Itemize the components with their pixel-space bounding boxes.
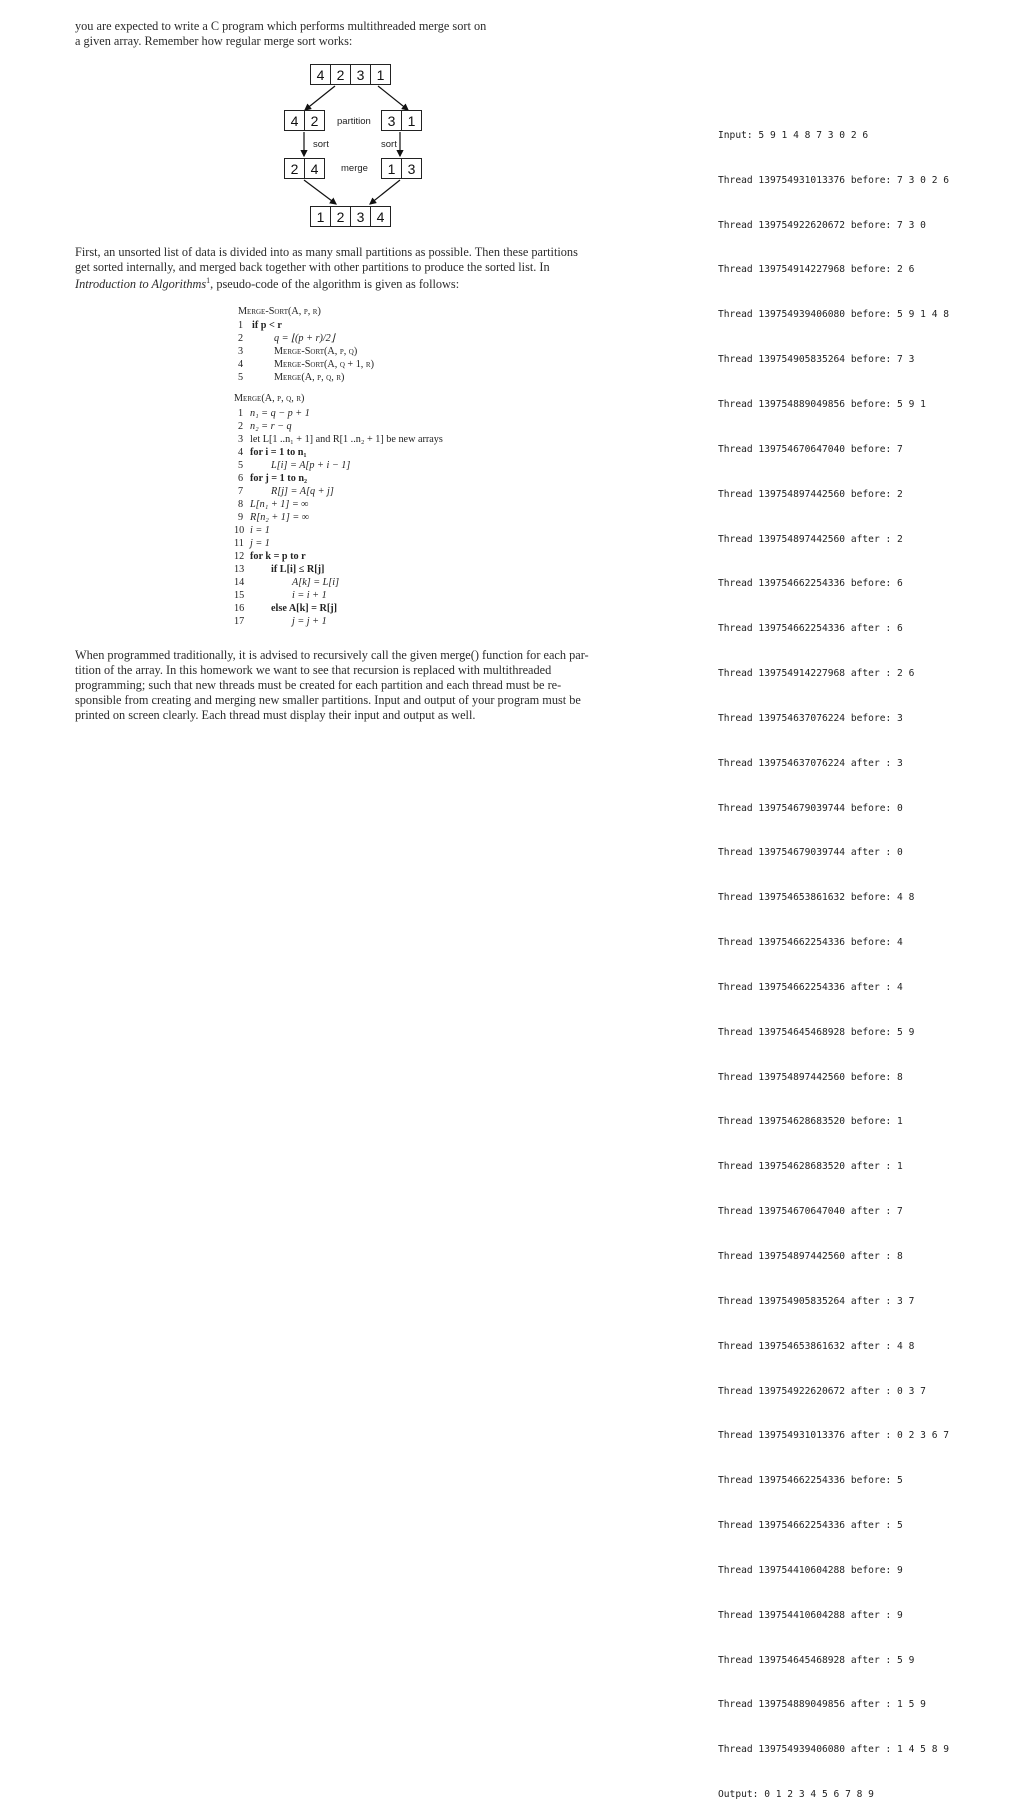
- line-number: 2: [238, 333, 244, 344]
- sort-label-left: sort: [313, 139, 329, 150]
- code-line: Merge-Sort(A, p, q): [274, 346, 358, 357]
- array-cell: 1: [376, 66, 385, 83]
- array-cell: 2: [331, 65, 351, 84]
- code-line: L[n₁ + 1] = ∞: [250, 499, 309, 510]
- line-number: 15: [234, 590, 245, 601]
- console-line: Thread 139754905835264 before: 7 3: [718, 354, 915, 366]
- code-line: Merge(A, p, q, r): [274, 372, 345, 383]
- array-cell: 4: [311, 65, 331, 84]
- merge-label: merge: [341, 163, 368, 174]
- code-line: j = j + 1: [292, 616, 327, 627]
- console-output: [718, 99, 949, 1818]
- line-number: 17: [234, 616, 245, 627]
- console-line: Thread 139754645468928 before: 5 9: [718, 1026, 915, 1038]
- code-line: i = i + 1: [292, 590, 327, 601]
- line-number: 13: [234, 564, 245, 575]
- array-top: [310, 64, 391, 85]
- closing-line-1: When programmed traditionally, it is advised to recursively call the given merge() function for each par-: [75, 648, 589, 662]
- array-left-sorted: [284, 158, 325, 179]
- console-line: Thread 139754914227968 after : 2 6: [718, 668, 915, 680]
- closing-line-2: tition of the array. In this homework we want to see that recursion is replaced with multithreaded: [75, 663, 552, 677]
- array-cell: 3: [407, 160, 416, 177]
- code-line: if p < r: [252, 320, 282, 331]
- line-number: 7: [238, 486, 244, 497]
- array-cell: 4: [376, 208, 385, 225]
- intro-line-1: you are expected to write a C program which performs multithreaded merge sort on: [75, 19, 487, 33]
- arrow-split-left: [305, 86, 335, 110]
- line-number: 4: [238, 447, 244, 458]
- console-line: Thread 139754922620672 after : 0 3 7: [718, 1385, 926, 1397]
- console-line: Thread 139754897442560 before: 8: [718, 1071, 903, 1083]
- line-number: 3: [238, 434, 244, 445]
- line-number: 5: [238, 460, 244, 471]
- line-number: 11: [234, 538, 244, 549]
- line-number: 10: [234, 525, 245, 536]
- console-line: Input: 5 9 1 4 8 7 3 0 2 6: [718, 129, 869, 141]
- code-line: for i = 1 to n₁: [250, 447, 307, 458]
- description-line-3-rest: , pseudo-code of the algorithm is given as follows:: [210, 277, 460, 292]
- console-line: Thread 139754410604288 after : 9: [718, 1609, 903, 1621]
- console-line: Thread 139754897442560 after : 2: [718, 533, 903, 545]
- console-line: Thread 139754410604288 before: 9: [718, 1564, 903, 1576]
- merge-sort-header: Merge-Sort(A, p, r): [238, 306, 321, 317]
- console-line: Thread 139754662254336 after : 5: [718, 1520, 903, 1532]
- console-line: Thread 139754662254336 before: 4: [718, 937, 903, 949]
- array-cell: 4: [310, 160, 319, 177]
- book-title: Introduction to Algorithms: [75, 277, 207, 292]
- console-line: Thread 139754653861632 before: 4 8: [718, 892, 915, 904]
- array-cell: 1: [382, 159, 402, 178]
- console-line: Thread 139754679039744 after : 0: [718, 847, 903, 859]
- line-number: 2: [238, 421, 244, 432]
- array-cell: 2: [331, 207, 351, 226]
- code-line: j = 1: [250, 538, 270, 549]
- console-line: Thread 139754670647040 before: 7: [718, 443, 903, 455]
- footnote-marker: 1: [206, 276, 211, 285]
- console-line: Thread 139754670647040 after : 7: [718, 1206, 903, 1218]
- code-line: R[j] = A[q + j]: [271, 486, 334, 497]
- code-line: n₁ = q − p + 1: [250, 408, 310, 419]
- console-line: Thread 139754645468928 after : 5 9: [718, 1654, 915, 1666]
- console-line: Thread 139754637076224 before: 3: [718, 712, 903, 724]
- array-left-partition: [284, 110, 325, 131]
- array-cell: 2: [285, 159, 305, 178]
- closing-line-5: printed on screen clearly. Each thread must display their input and output as well.: [75, 708, 476, 722]
- line-number: 12: [234, 551, 245, 562]
- console-line: Thread 139754662254336 before: 5: [718, 1475, 903, 1487]
- code-line: L[i] = A[p + i − 1]: [271, 460, 351, 471]
- closing-line-4: sponsible from creating and merging new smaller partitions. Input and output of your program must be: [75, 693, 581, 707]
- code-line: Merge-Sort(A, q + 1, r): [274, 359, 374, 370]
- line-number: 4: [238, 359, 244, 370]
- arrow-merge-right: [370, 180, 400, 204]
- code-line: R[n₂ + 1] = ∞: [250, 512, 310, 523]
- array-cell: 3: [351, 207, 371, 226]
- array-cell: 1: [311, 207, 331, 226]
- code-line: A[k] = L[i]: [292, 577, 340, 588]
- arrow-split-right: [378, 86, 408, 110]
- console-line: Thread 139754889049856 after : 1 5 9: [718, 1699, 926, 1711]
- console-line: Thread 139754662254336 after : 6: [718, 623, 903, 635]
- arrow-merge-left: [304, 180, 336, 204]
- code-line: if L[i] ≤ R[j]: [271, 564, 325, 575]
- merge-sort-diagram: [270, 58, 470, 230]
- console-line: Thread 139754679039744 before: 0: [718, 802, 903, 814]
- console-line: Thread 139754897442560 after : 8: [718, 1251, 903, 1262]
- line-number: 9: [238, 512, 244, 523]
- line-number: 1: [238, 320, 244, 331]
- console-line: Thread 139754653861632 after : 4 8: [718, 1340, 915, 1352]
- description-line-2: get sorted internally, and merged back together with other partitions to produce the sorted list. In: [75, 260, 550, 274]
- partition-label: partition: [337, 116, 371, 127]
- sort-label-right: sort: [381, 139, 397, 150]
- code-line: q = ⌊(p + r)/2⌋: [274, 333, 335, 344]
- code-line: for j = 1 to n₂: [250, 473, 308, 484]
- code-line: for k = p to r: [250, 551, 306, 562]
- array-right-partition: [381, 110, 422, 131]
- array-cell: 1: [407, 112, 416, 129]
- console-line: Thread 139754922620672 before: 7 3 0: [718, 219, 926, 231]
- line-number: 5: [238, 372, 244, 383]
- console-line: Thread 139754939406080 after : 1 4 5 8 9: [718, 1744, 950, 1756]
- console-line: Thread 139754939406080 before: 5 9 1 4 8: [718, 309, 950, 321]
- console-line: Thread 139754914227968 before: 2 6: [718, 264, 915, 276]
- code-line: else A[k] = R[j]: [271, 603, 338, 614]
- console-line: Thread 139754897442560 before: 2: [718, 488, 903, 500]
- console-line: Thread 139754931013376 after : 0 2 3 6 7: [718, 1430, 950, 1442]
- closing-line-3: programming; such that new threads must be created for each partition and each thread must be re-: [75, 678, 562, 692]
- console-line: Thread 139754628683520 after : 1: [718, 1161, 903, 1173]
- console-line: Thread 139754905835264 after : 3 7: [718, 1295, 915, 1307]
- code-line: let L[1 ..n₁ + 1] and R[1 ..n₂ + 1] be new arrays: [250, 434, 443, 445]
- array-cell: 2: [310, 112, 319, 129]
- description-line-1: First, an unsorted list of data is divided into as many small partitions as possible. Then these partitions: [75, 245, 578, 259]
- console-line: Thread 139754889049856 before: 5 9 1: [718, 398, 926, 410]
- line-number: 8: [238, 499, 244, 510]
- console-line: Thread 139754931013376 before: 7 3 0 2 6: [718, 174, 950, 186]
- intro-line-2: a given array. Remember how regular merge sort works:: [75, 34, 353, 48]
- console-line: Thread 139754662254336 after : 4: [718, 981, 903, 993]
- array-right-sorted: [381, 158, 422, 179]
- array-cell: 3: [382, 111, 402, 130]
- console-line: Thread 139754628683520 before: 1: [718, 1116, 903, 1128]
- array-cell: 3: [351, 65, 371, 84]
- line-number: 1: [238, 408, 244, 419]
- description-line-3: [75, 274, 459, 292]
- array-cell: 4: [285, 111, 305, 130]
- line-number: 14: [234, 577, 245, 588]
- console-line: Output: 0 1 2 3 4 5 6 7 8 9: [718, 1789, 874, 1801]
- code-line: i = 1: [250, 525, 270, 536]
- code-line: n₂ = r − q: [250, 421, 292, 432]
- console-line: Thread 139754662254336 before: 6: [718, 578, 903, 590]
- merge-header: Merge(A, p, q, r): [234, 393, 305, 404]
- array-result: [310, 206, 391, 227]
- line-number: 6: [238, 473, 244, 484]
- console-line: Thread 139754637076224 after : 3: [718, 757, 903, 769]
- line-number: 3: [238, 346, 244, 357]
- line-number: 16: [234, 603, 245, 614]
